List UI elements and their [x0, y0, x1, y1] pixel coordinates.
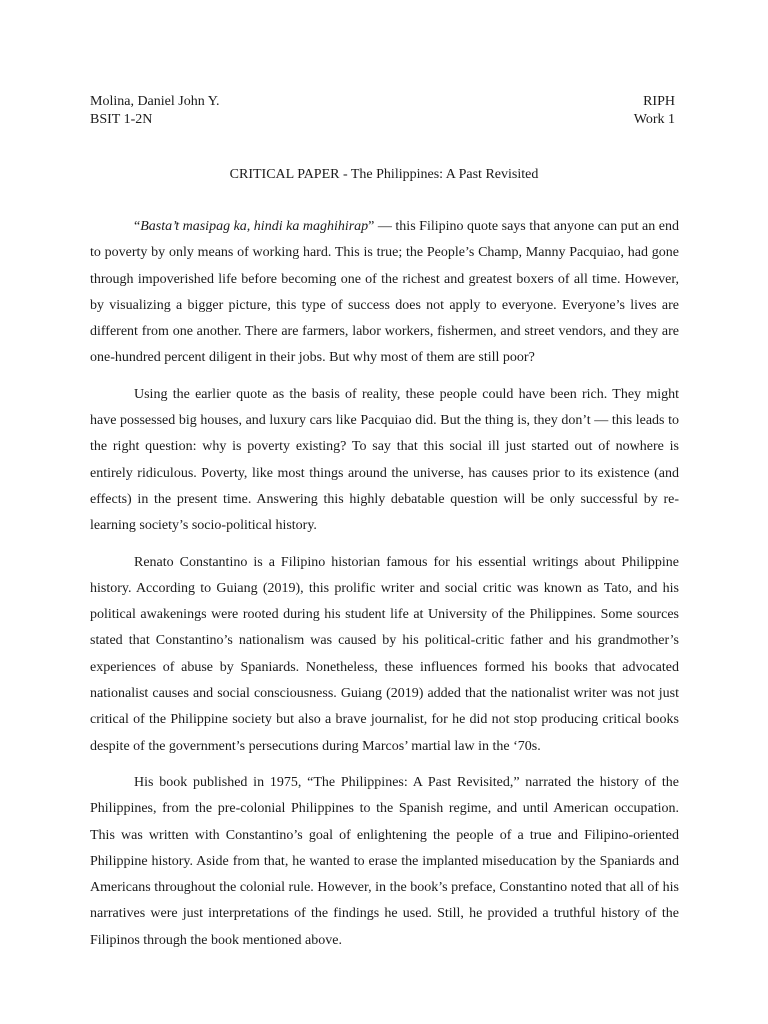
work-number: Work 1 — [633, 112, 675, 127]
paper-body — [90, 214, 679, 964]
paragraph-1 — [90, 214, 679, 372]
student-info-header — [90, 93, 220, 129]
course-code: RIPH — [643, 94, 675, 109]
paragraph-4: His book published in 1975, “The Philippines: A Past Revisited,” narrated the history of the Philippines, from the pre-colonial Philippines to the Spanish regime, and until American occupation. This was written with Constantino’s goal of enlightening the people of a true and Filipino-oriented Philippine history. Aside from that, he wanted to erase the implanted miseducation by the Spaniards and Americans throughout the colonial rule. However, in the book’s preface, Constantino noted that all of his narratives were just interpretations of the findings he used. Still, he provided a truthful history of the Filipinos through the book mentioned above. — [90, 774, 679, 948]
paragraph-3: Renato Constantino is a Filipino historian famous for his essential writings about Philippine history. According to Guiang (2019), this prolific writer and social critic was known as Tato, and his political awakenings were rooted during his student life at University of the Philippines. Some sources stated that Constantino’s nationalism was caused by his political-critic father and his grandmother’s experiences of abuse by Spaniards. Nonetheless, these influences formed his books that advocated nationalist causes and social consciousness. Guiang (2019) added that the nationalist writer was not just critical of the Philippine society but also a brave journalist, for he did not stop producing critical books despite of the government’s persecutions during Marcos’ martial law in the ‘70s. — [90, 554, 679, 754]
paragraph-1-text: ” — this Filipino quote says that anyone can put an end to poverty by only means of working hard. This is true; the People’s Champ, Manny Pacquiao, had gone through impoverished life before becoming one of the richest and greatest boxers of all time. However, by visualizing a bigger picture, this type of success does not apply to everyone. Everyone’s lives are different from one another. There are farmers, labor workers, fishermen, and street vendors, and they are one-hundred percent diligent in their jobs. But why most of them are still poor? — [90, 219, 679, 366]
student-name: Molina, Daniel John Y. — [90, 94, 220, 109]
course-info-header — [634, 93, 675, 129]
paragraph-2: Using the earlier quote as the basis of reality, these people could have been rich. They might have possessed big houses, and luxury cars like Pacquiao did. But the thing is, they don’t — this leads to the right question: why is poverty existing? To say that this social ill just started out of nowhere is entirely ridiculous. Poverty, like most things around the universe, has causes prior to its existence (and effects) in the present time. Answering this highly debatable question will be only successful by re-learning society’s socio-political history. — [90, 386, 679, 534]
paper-title: CRITICAL PAPER - The Philippines: A Past Revisited — [229, 167, 539, 182]
filipino-quote: Basta’t masipag ka, hindi ka maghihirap — [140, 219, 369, 234]
opening-quote-mark: “ — [134, 219, 141, 234]
student-section: BSIT 1-2N — [90, 112, 153, 127]
